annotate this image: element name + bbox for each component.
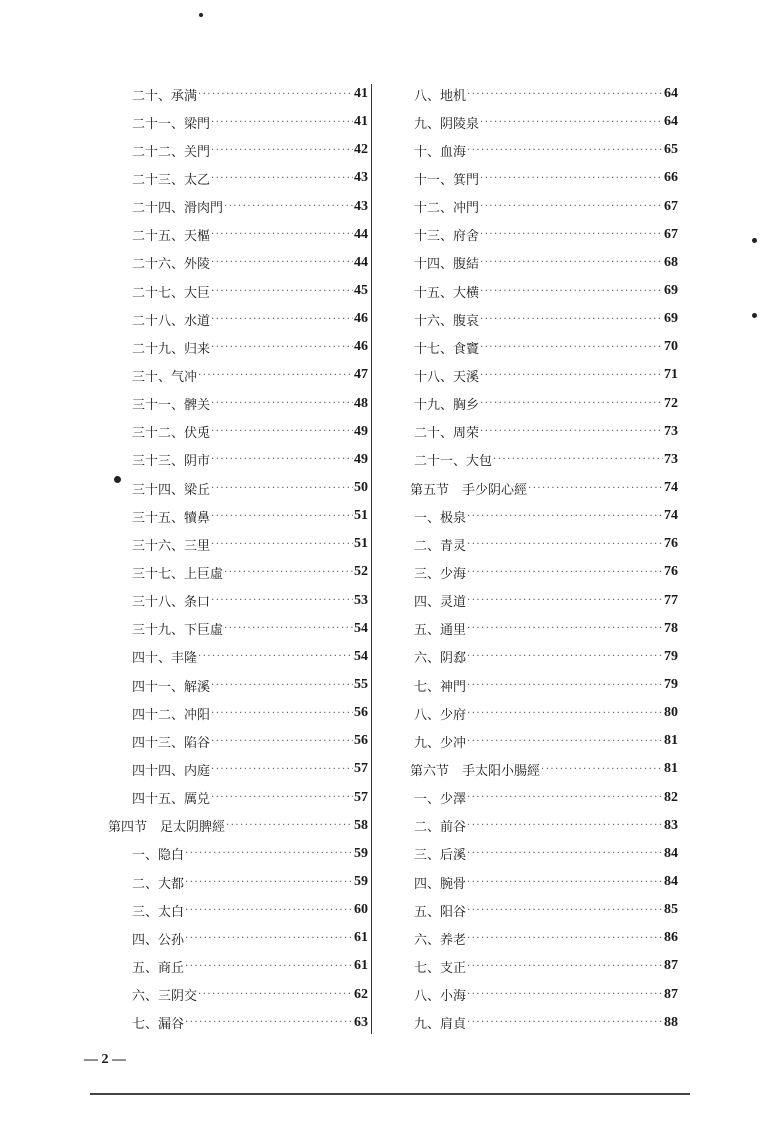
toc-entry-title: 一、少澤 xyxy=(414,792,467,808)
toc-entry xyxy=(108,390,368,418)
dot-leader xyxy=(211,286,353,297)
dot-leader xyxy=(480,173,663,184)
toc-entry-title: 四十一、解溪 xyxy=(132,679,211,695)
dot-leader xyxy=(480,342,663,353)
toc-entry xyxy=(108,699,368,727)
toc-section-heading xyxy=(108,812,368,840)
toc-entry-title: 五、商丘 xyxy=(132,960,185,976)
toc-entry xyxy=(410,671,678,699)
dot-leader xyxy=(198,370,353,381)
toc-entry xyxy=(410,840,678,868)
toc-entry-title: 四十二、冲阳 xyxy=(132,707,211,723)
toc-entry-page: 74 xyxy=(664,508,678,524)
toc-entry-title: 五、通里 xyxy=(414,623,467,639)
toc-entry-page: 84 xyxy=(664,845,678,861)
toc-entry-title: 二十二、关門 xyxy=(132,144,211,160)
toc-entry xyxy=(410,390,678,418)
toc-entry xyxy=(410,80,678,108)
scan-speck xyxy=(752,238,757,243)
toc-entry xyxy=(108,418,368,446)
toc-entry xyxy=(108,1009,368,1037)
toc-entry-page: 65 xyxy=(664,142,678,158)
toc-entry-page: 81 xyxy=(664,761,678,777)
toc-entry-page: 83 xyxy=(664,817,678,833)
dot-leader xyxy=(467,708,663,719)
toc-entry-page: 41 xyxy=(354,114,368,130)
dot-leader xyxy=(211,117,353,128)
dot-leader xyxy=(467,680,663,691)
toc-entry-page: 49 xyxy=(354,423,368,439)
dot-leader xyxy=(467,877,663,888)
toc-entry-page: 77 xyxy=(664,592,678,608)
dot-leader xyxy=(211,764,353,775)
toc-entry xyxy=(108,671,368,699)
dot-leader xyxy=(211,426,353,437)
toc-entry xyxy=(410,418,678,446)
dot-leader xyxy=(480,201,663,212)
toc-entry-title: 八、小海 xyxy=(414,989,467,1005)
toc-entry-title: 三十八、条口 xyxy=(132,595,211,611)
toc-entry xyxy=(108,277,368,305)
toc-entry-title: 十八、天溪 xyxy=(414,369,480,385)
dot-leader xyxy=(211,708,353,719)
toc-entry xyxy=(108,502,368,530)
toc-entry-title: 十四、腹結 xyxy=(414,257,480,273)
toc-entry-page: 69 xyxy=(664,311,678,327)
toc-entry-page: 76 xyxy=(664,536,678,552)
toc-entry-title: 二十七、大巨 xyxy=(132,285,211,301)
toc-entry-page: 86 xyxy=(664,930,678,946)
toc-entry-page: 51 xyxy=(354,508,368,524)
toc-entry-page: 82 xyxy=(664,789,678,805)
toc-entry-title: 二十八、水道 xyxy=(132,313,211,329)
dot-leader xyxy=(198,651,353,662)
toc-entry xyxy=(410,699,678,727)
dot-leader xyxy=(211,314,353,325)
toc-entry-page: 61 xyxy=(354,930,368,946)
toc-entry xyxy=(108,221,368,249)
toc-entry-page: 70 xyxy=(664,339,678,355)
dot-leader xyxy=(480,370,663,381)
dot-leader xyxy=(541,764,663,775)
dot-leader xyxy=(467,539,663,550)
dot-leader xyxy=(467,961,663,972)
toc-entry-title: 二、大都 xyxy=(132,876,185,892)
dot-leader xyxy=(211,595,353,606)
toc-entry-title: 第五节 手少阴心經 xyxy=(410,482,528,498)
scan-edge-line xyxy=(90,1093,690,1095)
toc-entry xyxy=(410,249,678,277)
toc-entry-title: 一、隐白 xyxy=(132,848,185,864)
dot-leader xyxy=(224,567,353,578)
toc-entry-title: 第四节 足太阴脾經 xyxy=(108,820,226,836)
toc-entry-title: 十二、冲門 xyxy=(414,201,480,217)
toc-entry-title: 十、血海 xyxy=(414,144,467,160)
toc-entry-page: 73 xyxy=(664,451,678,467)
toc-entry-page: 74 xyxy=(664,480,678,496)
toc-entry-page: 42 xyxy=(354,142,368,158)
toc-entry-page: 64 xyxy=(664,114,678,130)
toc-entry-title: 四十三、陷谷 xyxy=(132,735,211,751)
toc-entry xyxy=(410,221,678,249)
toc-entry xyxy=(410,727,678,755)
toc-entry-page: 56 xyxy=(354,705,368,721)
toc-entry-page: 43 xyxy=(354,198,368,214)
toc-entry-title: 三、太白 xyxy=(132,904,185,920)
dot-leader xyxy=(211,145,353,156)
toc-entry-title: 八、地机 xyxy=(414,88,467,104)
toc-entry-title: 七、漏谷 xyxy=(132,1017,185,1033)
dot-leader xyxy=(528,483,663,494)
toc-entry xyxy=(410,558,678,586)
dot-leader xyxy=(480,286,663,297)
toc-entry-title: 二十一、大包 xyxy=(414,454,493,470)
dot-leader xyxy=(467,567,663,578)
toc-entry-page: 67 xyxy=(664,226,678,242)
toc-entry xyxy=(108,952,368,980)
toc-entry-page: 73 xyxy=(664,423,678,439)
toc-entry xyxy=(108,587,368,615)
toc-entry xyxy=(108,193,368,221)
toc-entry-page: 81 xyxy=(664,733,678,749)
toc-entry-page: 54 xyxy=(354,648,368,664)
dot-leader xyxy=(480,426,663,437)
toc-entry xyxy=(410,502,678,530)
toc-entry-title: 九、肩貞 xyxy=(414,1017,467,1033)
dot-leader xyxy=(467,89,663,100)
toc-entry-title: 四、灵道 xyxy=(414,595,467,611)
toc-entry-title: 三十九、下巨虛 xyxy=(132,623,224,639)
toc-entry-page: 72 xyxy=(664,395,678,411)
toc-right-column xyxy=(410,80,678,1037)
toc-entry xyxy=(108,727,368,755)
toc-section-heading xyxy=(410,755,678,783)
toc-entry-title: 十三、府舍 xyxy=(414,229,480,245)
toc-entry-title: 八、少府 xyxy=(414,707,467,723)
toc-entry-page: 68 xyxy=(664,254,678,270)
dot-leader xyxy=(224,623,353,634)
toc-entry xyxy=(410,643,678,671)
dot-leader xyxy=(211,680,353,691)
dot-leader xyxy=(185,848,353,859)
toc-entry-page: 46 xyxy=(354,339,368,355)
toc-entry-title: 三十五、犢鼻 xyxy=(132,510,211,526)
dot-leader xyxy=(211,173,353,184)
dot-leader xyxy=(467,1017,663,1028)
toc-entry xyxy=(108,136,368,164)
toc-entry-title: 三、少海 xyxy=(414,566,467,582)
toc-entry-page: 60 xyxy=(354,902,368,918)
toc-entry xyxy=(410,446,678,474)
dot-leader xyxy=(467,511,663,522)
toc-entry xyxy=(108,474,368,502)
toc-entry xyxy=(410,193,678,221)
toc-entry xyxy=(108,333,368,361)
dot-leader xyxy=(467,736,663,747)
dot-leader xyxy=(467,848,663,859)
toc-entry-title: 四、公孙 xyxy=(132,932,185,948)
toc-entry-title: 十一、箕門 xyxy=(414,172,480,188)
dot-leader xyxy=(211,483,353,494)
dot-leader xyxy=(467,145,663,156)
dot-leader xyxy=(224,201,353,212)
toc-entry-page: 67 xyxy=(664,198,678,214)
dot-leader xyxy=(185,961,353,972)
toc-entry-title: 四十五、厲兑 xyxy=(132,792,211,808)
toc-entry-page: 62 xyxy=(354,986,368,1002)
toc-entry-page: 41 xyxy=(354,86,368,102)
scan-speck xyxy=(752,313,757,318)
toc-entry-page: 43 xyxy=(354,170,368,186)
toc-entry xyxy=(410,615,678,643)
toc-entry-page: 64 xyxy=(664,86,678,102)
toc-entry-page: 59 xyxy=(354,874,368,889)
toc-entry-title: 三十七、上巨虛 xyxy=(132,566,224,582)
toc-entry-title: 九、少冲 xyxy=(414,735,467,751)
dot-leader xyxy=(211,454,353,465)
toc-entry-title: 二、青灵 xyxy=(414,538,467,554)
toc-entry-page: 78 xyxy=(664,620,678,636)
toc-entry xyxy=(108,981,368,1009)
toc-entry xyxy=(108,643,368,671)
toc-entry xyxy=(410,136,678,164)
toc-entry-title: 二十、周荣 xyxy=(414,426,480,442)
toc-entry-page: 79 xyxy=(664,677,678,693)
toc-entry-title: 三十六、三里 xyxy=(132,538,211,554)
toc-entry xyxy=(108,164,368,192)
toc-entry xyxy=(410,333,678,361)
dot-leader xyxy=(211,342,353,353)
toc-entry xyxy=(108,924,368,952)
toc-entry xyxy=(108,249,368,277)
dot-leader xyxy=(198,989,353,1000)
dot-leader xyxy=(185,933,353,944)
toc-entry xyxy=(108,108,368,136)
dot-leader xyxy=(480,257,663,268)
toc-entry-title: 十五、大横 xyxy=(414,285,480,301)
toc-entry xyxy=(410,896,678,924)
toc-entry-page: 84 xyxy=(664,874,678,889)
dot-leader xyxy=(480,398,663,409)
toc-entry-title: 二十一、梁門 xyxy=(132,116,211,132)
toc-section-heading xyxy=(410,474,678,502)
toc-entry-page: 80 xyxy=(664,705,678,721)
toc-entry xyxy=(108,615,368,643)
toc-entry xyxy=(108,840,368,868)
toc-entry-page: 69 xyxy=(664,283,678,299)
toc-entry-title: 二十四、滑肉門 xyxy=(132,201,224,217)
toc-entry-title: 二十九、归来 xyxy=(132,341,211,357)
toc-entry xyxy=(108,896,368,924)
toc-entry-title: 三、后溪 xyxy=(414,848,467,864)
toc-entry xyxy=(410,952,678,980)
toc-entry xyxy=(410,108,678,136)
toc-left-column xyxy=(108,80,368,1037)
toc-entry xyxy=(108,530,368,558)
toc-entry-page: 54 xyxy=(354,620,368,636)
toc-entry xyxy=(108,784,368,812)
dot-leader xyxy=(467,905,663,916)
toc-entry-page: 45 xyxy=(354,283,368,299)
toc-entry xyxy=(410,277,678,305)
toc-entry-title: 三十二、伏兎 xyxy=(132,426,211,442)
toc-entry-title: 四、腕骨 xyxy=(414,876,467,892)
toc-entry-page: 85 xyxy=(664,902,678,918)
toc-entry-title: 二十五、天樞 xyxy=(132,229,211,245)
dot-leader xyxy=(467,595,663,606)
toc-entry xyxy=(108,558,368,586)
toc-entry-title: 第六节 手太阳小腸經 xyxy=(410,763,541,779)
toc-entry-title: 四十、丰隆 xyxy=(132,651,198,667)
toc-entry xyxy=(410,981,678,1009)
toc-entry-page: 58 xyxy=(354,817,368,833)
toc-entry-page: 44 xyxy=(354,254,368,270)
toc-entry-title: 十七、食竇 xyxy=(414,341,480,357)
toc-entry-page: 51 xyxy=(354,536,368,552)
toc-entry-page: 57 xyxy=(354,761,368,777)
toc-entry-page: 76 xyxy=(664,564,678,580)
toc-entry-title: 三十、气冲 xyxy=(132,369,198,385)
toc-entry-page: 49 xyxy=(354,451,368,467)
dot-leader xyxy=(467,820,663,831)
toc-entry xyxy=(410,530,678,558)
toc-entry-page: 66 xyxy=(664,170,678,186)
toc-entry-page: 44 xyxy=(354,226,368,242)
toc-entry xyxy=(108,446,368,474)
dot-leader xyxy=(211,511,353,522)
toc-entry-page: 79 xyxy=(664,648,678,664)
page-number: — 2 — xyxy=(84,1052,126,1067)
toc-entry-page: 71 xyxy=(664,367,678,383)
toc-entry-title: 十九、胸乡 xyxy=(414,398,480,414)
toc-entry-page: 50 xyxy=(354,480,368,496)
dot-leader xyxy=(467,792,663,803)
toc-entry-title: 九、阴陵泉 xyxy=(414,116,480,132)
dot-leader xyxy=(185,1017,353,1028)
toc-entry-page: 48 xyxy=(354,395,368,411)
dot-leader xyxy=(185,905,353,916)
toc-entry-page: 59 xyxy=(354,845,368,861)
toc-entry xyxy=(108,361,368,389)
toc-entry xyxy=(410,587,678,615)
toc-entry xyxy=(410,1009,678,1037)
toc-entry-page: 61 xyxy=(354,958,368,974)
toc-entry-page: 55 xyxy=(354,677,368,693)
dot-leader xyxy=(480,229,663,240)
toc-entry-title: 一、极泉 xyxy=(414,510,467,526)
toc-entry xyxy=(410,305,678,333)
dot-leader xyxy=(467,933,663,944)
toc-entry xyxy=(108,868,368,896)
toc-entry-page: 87 xyxy=(664,958,678,974)
dot-leader xyxy=(467,651,663,662)
toc-entry-title: 六、养老 xyxy=(414,932,467,948)
dot-leader xyxy=(211,398,353,409)
toc-entry-title: 十六、腹哀 xyxy=(414,313,480,329)
toc-entry-page: 53 xyxy=(354,592,368,608)
toc-entry-title: 七、支正 xyxy=(414,960,467,976)
toc-entry xyxy=(410,784,678,812)
dot-leader xyxy=(480,117,663,128)
toc-entry-title: 二十、承满 xyxy=(132,88,198,104)
toc-entry xyxy=(410,924,678,952)
toc-entry-title: 三十一、髀关 xyxy=(132,398,211,414)
column-divider xyxy=(371,84,372,1034)
toc-entry xyxy=(108,755,368,783)
dot-leader xyxy=(467,623,663,634)
dot-leader xyxy=(211,229,353,240)
dot-leader xyxy=(211,539,353,550)
toc-entry-title: 五、阳谷 xyxy=(414,904,467,920)
dot-leader xyxy=(226,820,353,831)
toc-entry-page: 88 xyxy=(664,1014,678,1030)
toc-entry-title: 六、三阴交 xyxy=(132,989,198,1005)
toc-entry-page: 63 xyxy=(354,1014,368,1030)
scan-speck xyxy=(199,13,203,17)
toc-entry-page: 52 xyxy=(354,564,368,580)
toc-entry-title: 三十三、阴市 xyxy=(132,454,211,470)
toc-entry xyxy=(108,80,368,108)
toc-entry-title: 二十三、太乙 xyxy=(132,172,211,188)
dot-leader xyxy=(493,454,663,465)
toc-entry-page: 57 xyxy=(354,789,368,805)
toc-entry xyxy=(108,305,368,333)
toc-entry-title: 六、阴郄 xyxy=(414,651,467,667)
toc-entry-page: 87 xyxy=(664,986,678,1002)
toc-entry xyxy=(410,361,678,389)
toc-entry-page: 56 xyxy=(354,733,368,749)
dot-leader xyxy=(467,989,663,1000)
toc-entry-title: 二十六、外陵 xyxy=(132,257,211,273)
dot-leader xyxy=(480,314,663,325)
dot-leader xyxy=(211,736,353,747)
toc-entry-title: 四十四、内庭 xyxy=(132,763,211,779)
dot-leader xyxy=(211,792,353,803)
toc-entry-title: 二、前谷 xyxy=(414,820,467,836)
toc-entry-title: 三十四、梁丘 xyxy=(132,482,211,498)
scan-speck xyxy=(114,476,121,483)
toc-entry-title: 七、神門 xyxy=(414,679,467,695)
dot-leader xyxy=(198,89,353,100)
toc-entry-page: 47 xyxy=(354,367,368,383)
toc-entry xyxy=(410,164,678,192)
dot-leader xyxy=(211,257,353,268)
dot-leader xyxy=(185,877,353,888)
toc-entry xyxy=(410,812,678,840)
toc-entry xyxy=(410,868,678,896)
toc-entry-page: 46 xyxy=(354,311,368,327)
